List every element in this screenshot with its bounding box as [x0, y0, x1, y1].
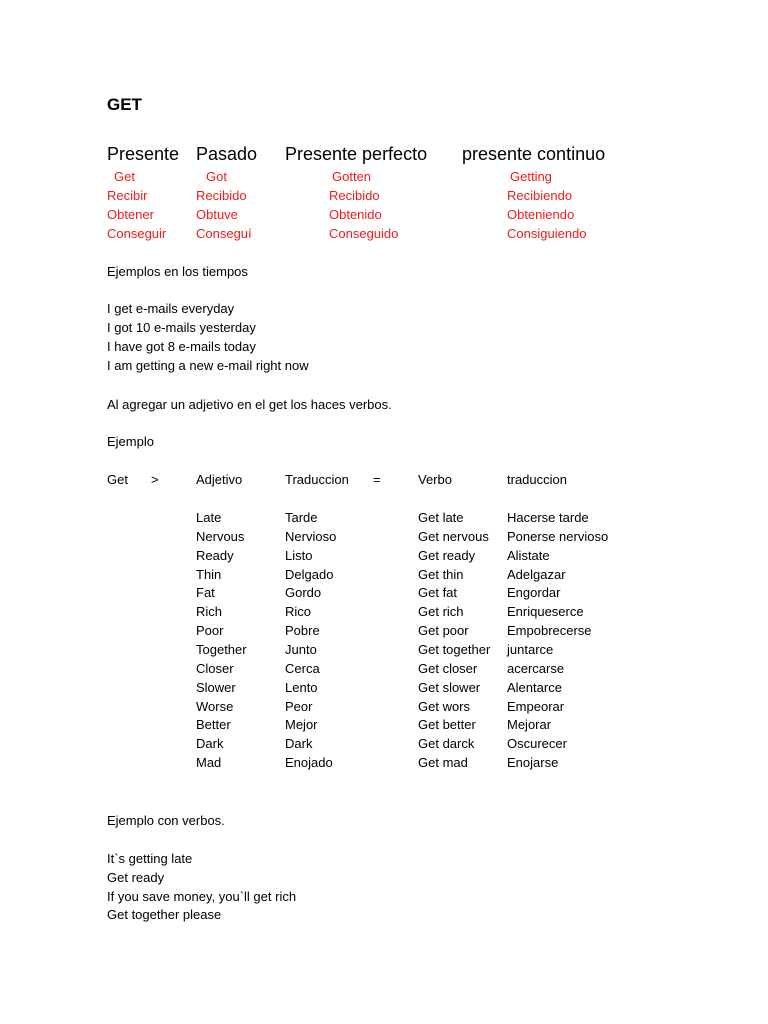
tense-cell: Obtener	[107, 207, 154, 222]
tense-cell: Recibiendo	[507, 188, 573, 203]
adjective-cell: Poor	[196, 623, 224, 638]
adjective-cell: Peor	[285, 699, 313, 714]
adjective-cell: Junto	[285, 642, 317, 657]
adjective-cell: Fat	[196, 585, 215, 600]
formula-traduccion-verbo: traduccion	[507, 472, 567, 487]
adjective-cell: Enriqueserce	[507, 604, 584, 619]
adjective-cell: Alentarce	[507, 680, 562, 695]
adjective-cell: Ready	[196, 548, 234, 563]
examples-heading: Ejemplos en los tiempos	[107, 264, 248, 279]
formula-get: Get	[107, 472, 128, 487]
tense-cell: Consiguiendo	[507, 226, 587, 241]
header-presente-perfecto: Presente perfecto	[285, 144, 428, 164]
adjective-cell: acercarse	[507, 661, 565, 676]
adjective-cell: Empobrecerse	[507, 623, 592, 638]
tense-cell: Recibido	[196, 188, 247, 203]
tense-cell: Conseguir	[107, 226, 167, 241]
verb-example-line: It`s getting late	[107, 851, 193, 866]
adjective-cell: Get slower	[418, 680, 481, 695]
verbs-heading: Ejemplo con verbos.	[107, 813, 225, 828]
tense-cell: Getting	[510, 169, 552, 184]
adjective-cell: Better	[196, 717, 231, 732]
adjective-cell: Late	[196, 510, 222, 525]
adjective-cell: Listo	[285, 548, 313, 563]
tense-cell: Gotten	[332, 169, 372, 184]
adjective-cell: Get poor	[418, 623, 469, 638]
adjective-cell: Together	[196, 642, 247, 657]
tense-cell: Obtuve	[196, 207, 238, 222]
adjective-cell: juntarce	[507, 642, 554, 657]
adjective-cell: Mad	[196, 755, 222, 770]
formula-equals: =	[373, 472, 381, 487]
adjective-cell: Dark	[285, 736, 313, 751]
adjective-cell: Get wors	[418, 699, 471, 714]
adjective-cell: Get together	[418, 642, 491, 657]
adjective-cell: Get mad	[418, 755, 468, 770]
adjective-cell: Lento	[285, 680, 318, 695]
adjective-cell: Dark	[196, 736, 224, 751]
example-line: I got 10 e-mails yesterday	[107, 320, 256, 335]
adjective-cell: Ponerse nervioso	[507, 529, 609, 544]
header-pasado: Pasado	[196, 144, 258, 164]
adjective-cell: Pobre	[285, 623, 320, 638]
adjective-cell: Cerca	[285, 661, 320, 676]
tense-cell: Get	[114, 169, 135, 184]
example-line: I am getting a new e-mail right now	[107, 358, 309, 373]
adjective-cell: Mejorar	[507, 717, 552, 732]
header-presente-continuo: presente continuo	[462, 144, 606, 164]
formula-verbo: Verbo	[418, 472, 452, 487]
adjective-cell: Empeorar	[507, 699, 565, 714]
adjective-cell: Get closer	[418, 661, 478, 676]
tense-cell: Conseguí	[196, 226, 252, 241]
adjective-cell: Worse	[196, 699, 234, 714]
verb-example-line: If you save money, you`ll get rich	[107, 889, 297, 904]
adjective-cell: Hacerse tarde	[507, 510, 589, 525]
adjective-cell: Gordo	[285, 585, 322, 600]
formula-adjetivo: Adjetivo	[196, 472, 243, 487]
example-line: I have got 8 e-mails today	[107, 339, 256, 354]
adjective-cell: Rico	[285, 604, 312, 619]
adjective-cell: Get darck	[418, 736, 475, 751]
adjective-cell: Nervioso	[285, 529, 337, 544]
adjective-cell: Get ready	[418, 548, 476, 563]
adjective-cell: Engordar	[507, 585, 561, 600]
adjective-cell: Oscurecer	[507, 736, 567, 751]
adjective-cell: Rich	[196, 604, 223, 619]
adjective-cell: Adelgazar	[507, 567, 566, 582]
adjective-cell: Thin	[196, 567, 222, 582]
tense-cell: Conseguido	[329, 226, 399, 241]
header-presente: Presente	[107, 144, 180, 164]
adjective-cell: Get thin	[418, 567, 464, 582]
adjective-cell: Closer	[196, 661, 234, 676]
adjective-cell: Nervous	[196, 529, 245, 544]
example-line: I get e-mails everyday	[107, 301, 235, 316]
page-title: GET	[107, 95, 142, 114]
adjective-cell: Get fat	[418, 585, 458, 600]
adjective-cell: Get rich	[418, 604, 464, 619]
adjective-cell: Get late	[418, 510, 464, 525]
adjective-cell: Tarde	[285, 510, 318, 525]
ejemplo-label: Ejemplo	[107, 434, 154, 449]
verb-example-line: Get together please	[107, 907, 222, 922]
adjective-note: Al agregar un adjetivo en el get los haces verbos.	[107, 397, 392, 412]
formula-traduccion: Traduccion	[285, 472, 349, 487]
adjective-cell: Slower	[196, 680, 236, 695]
tense-cell: Recibir	[107, 188, 148, 203]
adjective-cell: Enojarse	[507, 755, 559, 770]
tense-cell: Got	[206, 169, 227, 184]
adjective-cell: Mejor	[285, 717, 318, 732]
verb-example-line: Get ready	[107, 870, 165, 885]
tense-cell: Obteniendo	[507, 207, 575, 222]
adjective-cell: Enojado	[285, 755, 333, 770]
adjective-cell: Get nervous	[418, 529, 489, 544]
adjective-cell: Get better	[418, 717, 476, 732]
adjective-cell: Alistate	[507, 548, 550, 563]
adjective-cell: Delgado	[285, 567, 334, 582]
tense-cell: Obtenido	[329, 207, 382, 222]
formula-arrow: >	[151, 472, 159, 487]
tense-cell: Recibido	[329, 188, 380, 203]
